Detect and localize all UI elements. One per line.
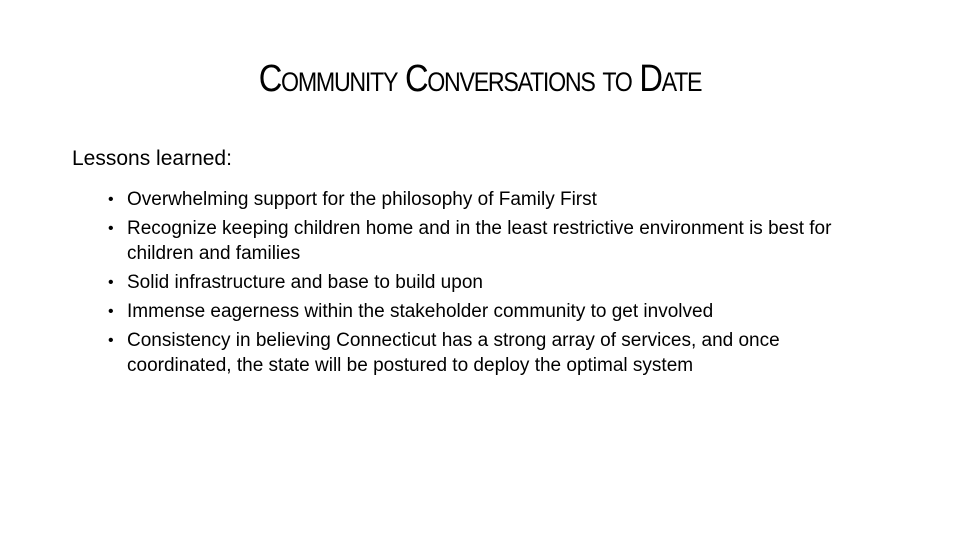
list-item (108, 326, 882, 380)
list-item (108, 185, 882, 214)
list-item-text: Recognize keeping children home and in the least restrictive environment is best for children and families (127, 218, 832, 264)
slide-title: Community Conversations to Date (258, 58, 702, 100)
list-item (108, 214, 882, 268)
slide-body (72, 147, 882, 380)
lessons-heading: Lessons learned: (72, 147, 232, 170)
list-item-text: Immense eagerness within the stakeholder community to get involved (127, 301, 714, 322)
lessons-list (72, 185, 882, 380)
bullet-icon: • (108, 191, 114, 208)
list-item (108, 297, 882, 326)
bullet-icon: • (108, 332, 114, 349)
bullet-icon: • (108, 274, 114, 291)
bullet-icon: • (108, 303, 114, 320)
list-item-text: Consistency in believing Connecticut has a strong array of services, and once coordinated, the state will be postured to deploy the optimal system (127, 330, 780, 376)
list-item-text: Overwhelming support for the philosophy of Family First (127, 189, 597, 210)
list-item-text: Solid infrastructure and base to build upon (127, 272, 483, 293)
bullet-icon: • (108, 220, 114, 237)
list-item (108, 268, 882, 297)
